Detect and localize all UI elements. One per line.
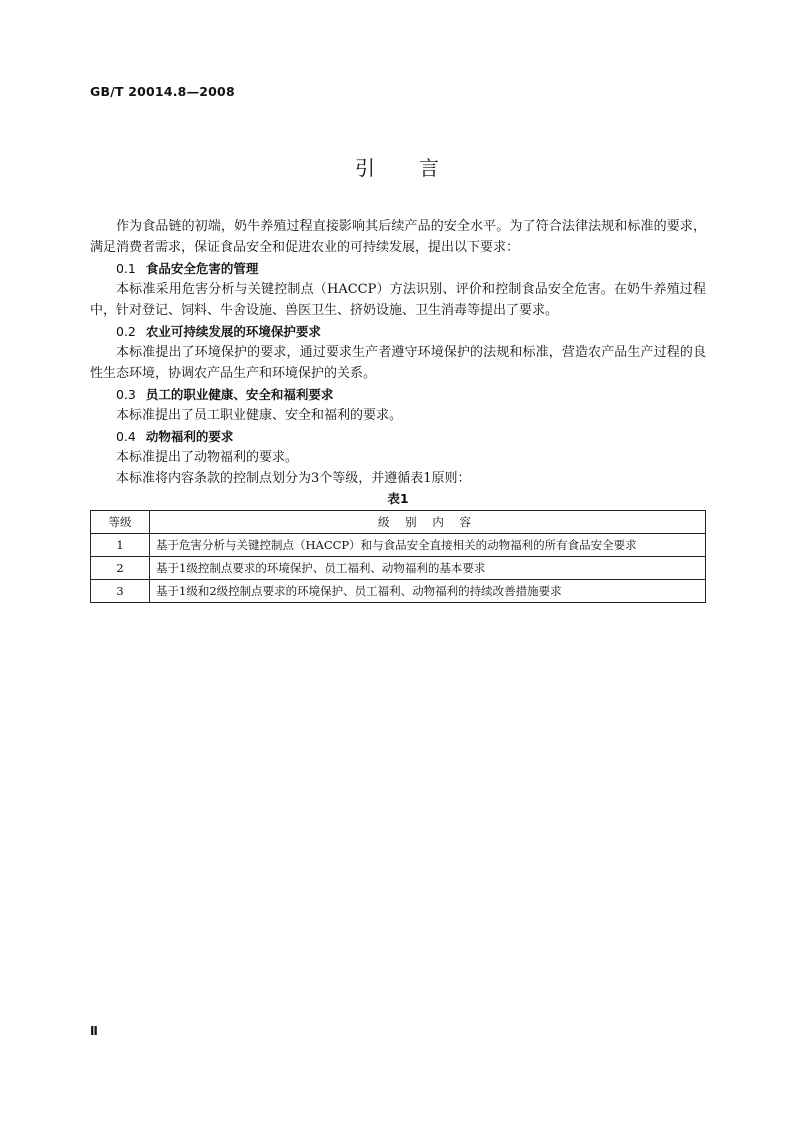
section-text-0-1: 本标准采用危害分析与关键控制点（HACCP）方法识别、评价和控制食品安全危害。在奶牛养殖过程中，针对登记、饲料、牛舍设施、兽医卫生、挤奶设施、卫生消毒等提出了要求。: [90, 282, 706, 318]
table-row: [91, 557, 706, 580]
section-heading-0-2: [90, 321, 706, 342]
table-cell-content: 基于1级控制点要求的环境保护、员工福利、动物福利的基本要求: [150, 557, 706, 580]
intro-paragraph: 作为食品链的初端，奶牛养殖过程直接影响其后续产品的安全水平。为了符合法律法规和标准的要求，满足消费者需求，保证食品安全和促进农业的可持续发展，提出以下要求：: [90, 219, 706, 255]
section-title: 员工的职业健康、安全和福利要求: [145, 387, 334, 402]
table-cell-level: 2: [91, 557, 150, 580]
section-title: 农业可持续发展的环境保护要求: [145, 324, 321, 339]
section-title: 食品安全危害的管理: [145, 261, 259, 276]
section-heading-0-3: [90, 384, 706, 405]
section-text-0-2: 本标准提出了环境保护的要求，通过要求生产者遵守环境保护的法规和标准，营造农产品生产过程的良性生态环境，协调农产品生产和环境保护的关系。: [90, 345, 706, 381]
section-heading-0-1: [90, 258, 706, 279]
table-caption: 表1: [387, 491, 409, 506]
section-number: 0.4: [116, 429, 136, 444]
table-header-content: 级 别 内 容: [150, 511, 706, 534]
table-header-level: 等级: [91, 511, 150, 534]
section-title: 动物福利的要求: [145, 429, 234, 444]
section-number: 0.3: [116, 387, 136, 402]
page-title: 引言: [355, 156, 483, 180]
table-header-row: [91, 511, 706, 534]
table-cell-level: 1: [91, 534, 150, 557]
table-row: [91, 534, 706, 557]
table-cell-level: 3: [91, 580, 150, 603]
page-number: Ⅱ: [90, 1024, 98, 1038]
table-cell-content: 基于危害分析与关键控制点（HACCP）和与食品安全直接相关的动物福利的所有食品安全要求: [150, 534, 706, 557]
document-code: GB/T 20014.8—2008: [90, 84, 235, 99]
table-cell-content: 基于1级和2级控制点要求的环境保护、员工福利、动物福利的持续改善措施要求: [150, 580, 706, 603]
section-number: 0.2: [116, 324, 136, 339]
closing-paragraph: 本标准将内容条款的控制点划分为3个等级，并遵循表1原则：: [116, 471, 471, 486]
section-text-0-4: 本标准提出了动物福利的要求。: [116, 450, 299, 465]
section-heading-0-4: [90, 426, 706, 447]
table-row: [91, 580, 706, 603]
level-table: [90, 510, 706, 603]
section-text-0-3: 本标准提出了员工职业健康、安全和福利的要求。: [116, 408, 403, 423]
document-body: [90, 216, 706, 603]
section-number: 0.1: [116, 261, 136, 276]
